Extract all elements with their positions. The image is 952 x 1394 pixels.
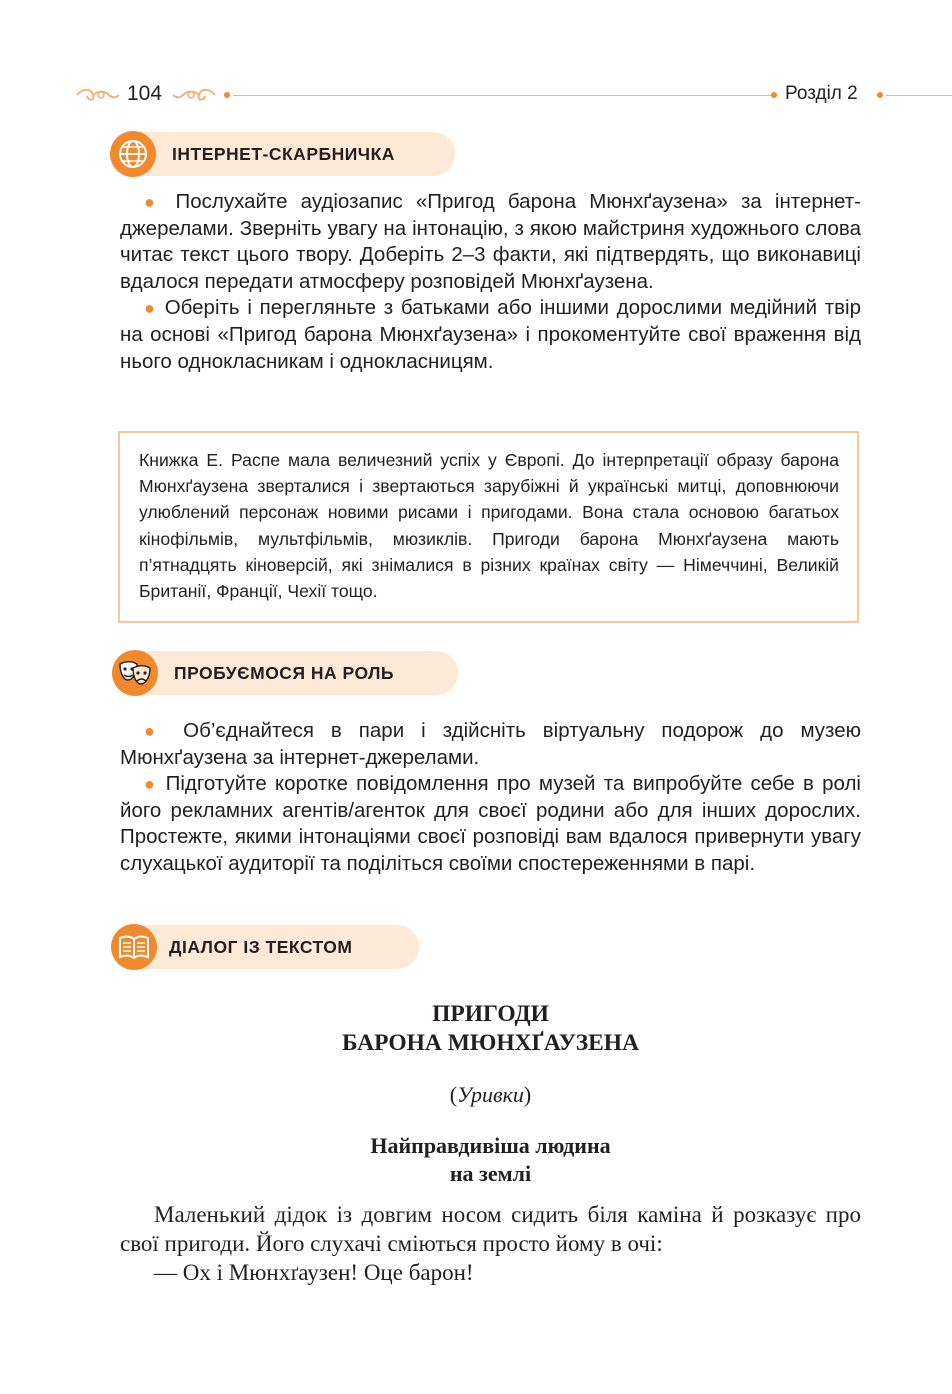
role-task-text [120, 718, 861, 878]
rubric-icon-circle [112, 650, 158, 696]
rubric-icon-circle [111, 924, 157, 970]
excerpt-note: (Уривки) [449, 1082, 532, 1107]
header-rule [886, 95, 952, 96]
rubric-icon-circle [110, 131, 156, 177]
list-item: ● Об’єднайтеся в пари і здійсніть віртуальну подорож до музею Мюнхґаузена за інтернет-джерелами. [120, 719, 861, 769]
rubric-dialog [111, 925, 421, 969]
header-rule [233, 95, 773, 96]
list-item: ● Оберіть і перегляньте з батьками або іншими дорослими медійний твір на основі «Пригод барона Мюнхґаузена» і прокоментуйте свої враження від нього однокласникам і однокласницям. [120, 296, 862, 373]
globe-icon [110, 131, 156, 177]
story-text [120, 1200, 861, 1287]
list-item: ● Послухайте аудіозапис «Пригод барона Мюнхґаузена» за інтернет-джерелами. Зверніть увагу на інтонацію, з якою майстриня художнього слова читає текст цього твору. Доберіть 2–3 факти, які підтвердять, що виконавиці вдалося передати атмосферу розповідей Мюнхґаузена. [120, 190, 861, 293]
ornament-left-icon [75, 87, 121, 103]
bullet-icon: ● [144, 721, 167, 741]
header-dot [224, 92, 230, 98]
header-dot [877, 92, 883, 98]
bullet-icon: ● [144, 298, 157, 319]
section-name: Розділ 2 [785, 83, 858, 104]
list-item: ● Підготуйте коротке повідомлення про музей та випробуйте себе в ролі його рекламних агентів/агенток для своєї родини або для інших дорослих. Простежте, якими інтонаціями своєї розповіді вам вдалося привернути увагу слухацької аудиторії та поділіться своїми спостереженнями в парі. [120, 772, 861, 875]
bullet-icon: ● [144, 774, 158, 795]
header-dot [771, 92, 777, 98]
ornament-right-icon [171, 87, 217, 103]
theater-masks-icon [112, 650, 158, 696]
rubric-title: ІНТЕРНЕТ-СКАРБНИЧКА [172, 144, 395, 164]
rubric-title: ДІАЛОГ ІЗ ТЕКСТОМ [169, 937, 353, 957]
internet-task-text [120, 189, 861, 375]
bullet-icon: ● [144, 192, 163, 212]
paragraph: Маленький дідок із довгим носом сидить біля каміна й розказує про свої пригоди. Його слухачі сміються просто йому в очі: [120, 1202, 861, 1256]
rubric-internet [110, 132, 455, 176]
rubric-role [112, 651, 460, 695]
rubric-title: ПРОБУЄМОСЯ НА РОЛЬ [174, 663, 394, 683]
work-title: ПРИГОДИ БАРОНА МЮНХҐАУЗЕНА [341, 1001, 640, 1056]
info-box [118, 431, 859, 623]
page-header [75, 80, 952, 110]
page-number: 104 [127, 82, 163, 105]
open-book-icon [111, 924, 157, 970]
paragraph: — Ох і Мюнхґаузен! Оце барон! [154, 1260, 474, 1285]
chapter-title: Найправдивіша людина на землі [370, 1133, 611, 1186]
info-box-text: Книжка Е. Распе мала величезний успіх у Європі. До інтерпретації образу барона Мюнхґаузена зверталися і звертаються зарубіжні й українські митці, доповнюючи улюблений персонаж новими рисами і пригодами. Вона стала основою багатьох кінофільмів, мультфільмів, мюзиклів. Пригоди барона Мюнхґаузена мають п’ятнадцять кіноверсій, які знімалися в різних країнах світу — Німеччині, Великій Британії, Франції, Чехії тощо. [139, 450, 839, 602]
